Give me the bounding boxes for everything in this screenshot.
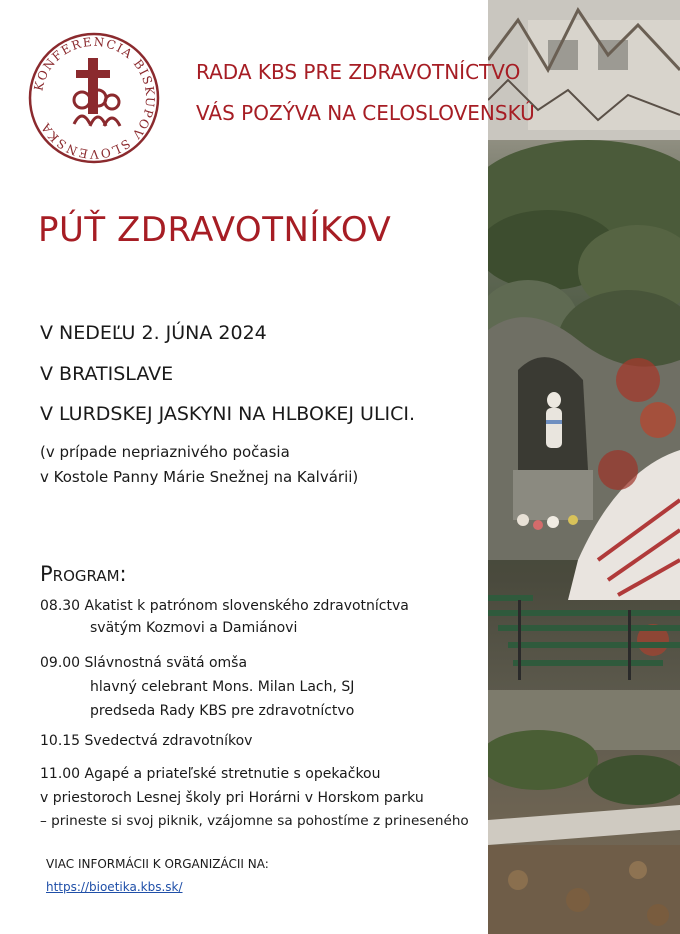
program-item-4-line-2: v priestoroch Lesnej školy pri Horárni v Horskom parku [40,790,424,806]
program-heading: Program: [40,562,127,586]
program-item-2-line-3: predseda Rady KBS pre zdravotníctvo [90,703,355,719]
program-item-3-line-1: 10.15 Svedectvá zdravotníkov [40,733,253,749]
program-item-2-line-1: 09.00 Slávnostná svätá omša [40,655,248,671]
program-item-2-line-2: hlavný celebrant Mons. Milan Lach, SJ [90,679,355,695]
kbs-logo-icon [24,28,164,168]
program-item-4-line-1: 11.00 Agapé a priateľské stretnutie s opekačkou [40,766,381,782]
header-line-1: RADA KBS PRE ZDRAVOTNÍCTVO [196,60,521,84]
weather-note-line-2: v Kostole Panny Márie Snežnej na Kalvárii) [40,468,359,486]
grotto-photo [488,0,680,934]
kbs-logo [24,28,164,168]
event-city: V BRATISLAVE [40,363,174,385]
info-link[interactable]: https://bioetika.kbs.sk/ [46,880,183,894]
grotto-photo-drawing [488,0,680,934]
program-item-1-line-1: 08.30 Akatist k patrónom slovenského zdravotníctva [40,598,409,614]
page-title: PÚŤ ZDRAVOTNÍKOV [38,210,392,250]
header-line-2: VÁS POZÝVA NA CELOSLOVENSKÚ [196,101,535,125]
event-place: V LURDSKEJ JASKYNI NA HLBOKEJ ULICI. [40,403,416,425]
program-item-4-line-3: – prineste si svoj piknik, vzájomne sa pohostíme z prineseného [40,813,469,829]
program-item-1-line-2: svätým Kozmovi a Damiánovi [90,620,298,636]
logo-ring-text: KONFERENCIA BISKUPOV SLOVENSKA [31,34,158,162]
weather-note-line-1: (v prípade nepriaznivého počasia [40,443,290,461]
info-label: VIAC INFORMÁCII K ORGANIZÁCII NA: [46,857,269,871]
event-date: V NEDEĽU 2. JÚNA 2024 [40,322,267,344]
